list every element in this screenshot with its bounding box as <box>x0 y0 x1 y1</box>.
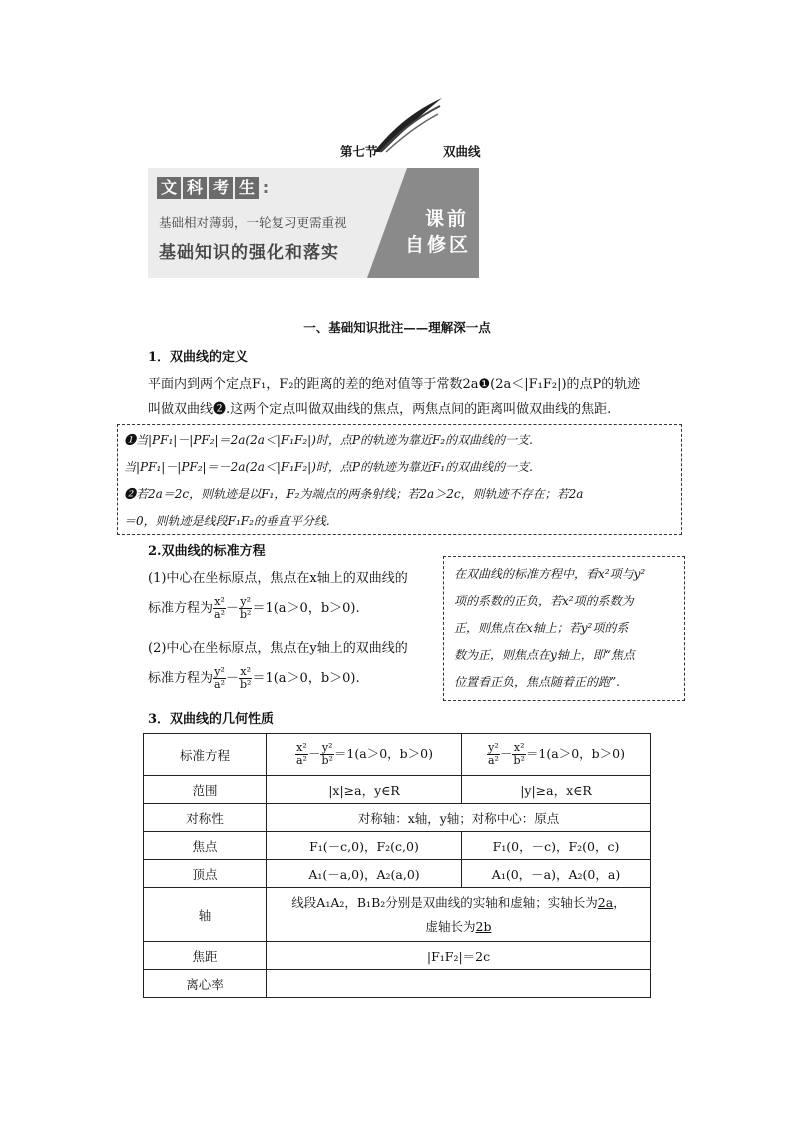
row-label: 范围 <box>144 776 267 804</box>
denominator: b² <box>240 608 252 621</box>
banner-tag-char: 科 <box>183 177 207 199</box>
axis-cell <box>267 888 651 942</box>
minus-sign: － <box>307 746 321 761</box>
table-cell: |x|≥a，y∈R <box>267 776 462 804</box>
denominator: b² <box>321 754 333 767</box>
axis-line2 <box>271 915 646 939</box>
equation-y-cell <box>462 734 651 776</box>
banner <box>148 168 479 278</box>
eq-suffix: ＝1(a＞0，b＞0). <box>252 601 360 616</box>
table-row <box>144 888 651 942</box>
numerator: y² <box>488 741 499 754</box>
denominator: b² <box>240 678 252 691</box>
imaginary-axis-length: 2b <box>475 918 492 934</box>
definition-line2: 叫做双曲线❷.这两个定点叫做双曲线的焦点，两焦点间的距离叫做双曲线的焦距. <box>148 402 612 417</box>
standard-eq-y-axis <box>148 666 360 691</box>
equation-x-cell <box>267 734 462 776</box>
table-row <box>144 776 651 804</box>
denominator: a² <box>295 754 307 767</box>
properties-heading: 3．双曲线的几何性质 <box>148 712 275 727</box>
section-number: 第七节 <box>340 144 378 159</box>
axis-text: 线段A₁A₂，B₁B₂分别是双曲线的实轴和虚轴；实轴长为 <box>291 894 598 910</box>
numerator: y² <box>214 665 225 678</box>
table-cell: |F₁F₂|＝2c <box>267 942 651 970</box>
note-line: ＝0，则轨迹是线段F₁F₂的垂直平分线. <box>124 514 330 528</box>
side-note-line: 位置看正负，焦点随着正的跑”. <box>454 675 620 689</box>
numerator: x² <box>513 741 525 754</box>
eq-suffix: ＝1(a＞0，b＞0) <box>333 746 433 761</box>
numerator: x² <box>240 665 252 678</box>
side-note-line: 在双曲线的标准方程中，看x²项与y² <box>454 567 646 581</box>
standard-eq-text2: (2)中心在坐标原点，焦点在y轴上的双曲线的 <box>148 641 408 656</box>
axis-text: 虚轴长为 <box>425 918 476 934</box>
side-note-line: 数为正，则焦点在y轴上，即“焦点 <box>454 648 635 662</box>
note-line: 当|PF₁|－|PF₂|＝－2a(2a＜|F₁F₂|)时，点P的轨迹为靠近F₁的双曲线的一支. <box>124 460 533 474</box>
banner-tag-colon: : <box>262 178 270 197</box>
fraction <box>239 666 252 691</box>
row-label: 标准方程 <box>144 734 267 776</box>
row-label: 对称性 <box>144 804 267 832</box>
minus-sign: － <box>499 746 513 761</box>
real-axis-length: 2a <box>597 894 614 910</box>
denominator: b² <box>513 754 525 767</box>
note-line: ❷若2a＝2c，则轨迹是以F₁，F₂为端点的两条射线；若2a＞2c，则轨迹不存在；若2a <box>124 487 584 501</box>
eq-prefix: 标准方程为 <box>148 671 214 686</box>
fraction <box>295 742 308 767</box>
banner-subtitle: 基础相对薄弱，一轮复习更需重视 <box>159 215 347 230</box>
standard-eq-text1: (1)中心在坐标原点，焦点在x轴上的双曲线的 <box>148 571 408 586</box>
banner-tag-char: 生 <box>235 177 259 199</box>
section-title: 双曲线 <box>443 144 481 159</box>
eq-prefix: 标准方程为 <box>148 601 214 616</box>
table-row <box>144 804 651 832</box>
fraction <box>320 742 333 767</box>
eq-suffix: ＝1(a＞0，b＞0). <box>252 671 360 686</box>
table-cell <box>267 970 651 998</box>
banner-tag-char: 文 <box>157 177 181 199</box>
row-label: 焦距 <box>144 942 267 970</box>
table-row <box>144 970 651 998</box>
banner-right-line2: 自修区 <box>404 234 471 256</box>
side-note-line: 正，则焦点在x轴上；若y²项的系 <box>454 621 629 635</box>
denominator: a² <box>214 608 225 621</box>
table-row <box>144 734 651 776</box>
fraction <box>213 666 226 691</box>
definition-line1: 平面内到两个定点F₁，F₂的距离的差的绝对值等于常数2a❶(2a＜|F₁F₂|)的点P的轨迹 <box>148 377 641 392</box>
banner-right-line1: 课前 <box>424 208 469 230</box>
banner-tag <box>157 177 271 199</box>
table-cell: F₁(0，－c)，F₂(0，c) <box>462 832 651 860</box>
axis-line1 <box>271 891 646 915</box>
row-label: 焦点 <box>144 832 267 860</box>
table-row <box>144 942 651 970</box>
side-note-line: 项的系数的正负，若x²项的系数为 <box>454 594 634 608</box>
definition-note-box <box>117 424 682 535</box>
denominator: a² <box>214 678 225 691</box>
numerator: y² <box>240 595 252 608</box>
properties-table <box>143 733 651 998</box>
table-row <box>144 860 651 888</box>
knowledge-section-title: 一、基础知识批注——理解深一点 <box>303 320 491 335</box>
table-cell: A₁(0，－a)，A₂(0，a) <box>462 860 651 888</box>
definition-heading: 1．双曲线的定义 <box>148 350 249 365</box>
fraction <box>487 742 500 767</box>
numerator: x² <box>296 741 307 754</box>
banner-tag-char: 考 <box>209 177 233 199</box>
fraction <box>213 596 226 621</box>
eq-suffix: ＝1(a＞0，b＞0) <box>525 746 625 761</box>
denominator: a² <box>487 754 499 767</box>
banner-headline: 基础知识的强化和落实 <box>159 243 339 263</box>
swoosh-decoration <box>372 96 444 156</box>
fraction <box>512 742 525 767</box>
numerator: y² <box>321 741 333 754</box>
table-cell: F₁(－c,0)，F₂(c,0) <box>267 832 462 860</box>
table-cell: A₁(－a,0)，A₂(a,0) <box>267 860 462 888</box>
row-label: 离心率 <box>144 970 267 998</box>
minus-sign: － <box>225 671 239 686</box>
minus-sign: － <box>225 601 239 616</box>
row-label: 顶点 <box>144 860 267 888</box>
standard-equation-heading: 2.双曲线的标准方程 <box>148 544 266 559</box>
sign-rule-note-box <box>443 556 685 701</box>
fraction <box>239 596 252 621</box>
table-cell: 对称轴：x轴，y轴；对称中心：原点 <box>267 804 651 832</box>
axis-text: ， <box>613 894 626 910</box>
row-label: 轴 <box>144 888 267 942</box>
note-line: ❶当|PF₁|－|PF₂|＝2a(2a＜|F₁F₂|)时，点P的轨迹为靠近F₂的双曲线的一支. <box>124 433 533 447</box>
table-cell: |y|≥a，x∈R <box>462 776 651 804</box>
table-row <box>144 832 651 860</box>
numerator: x² <box>214 595 225 608</box>
standard-eq-x-axis <box>148 596 360 621</box>
